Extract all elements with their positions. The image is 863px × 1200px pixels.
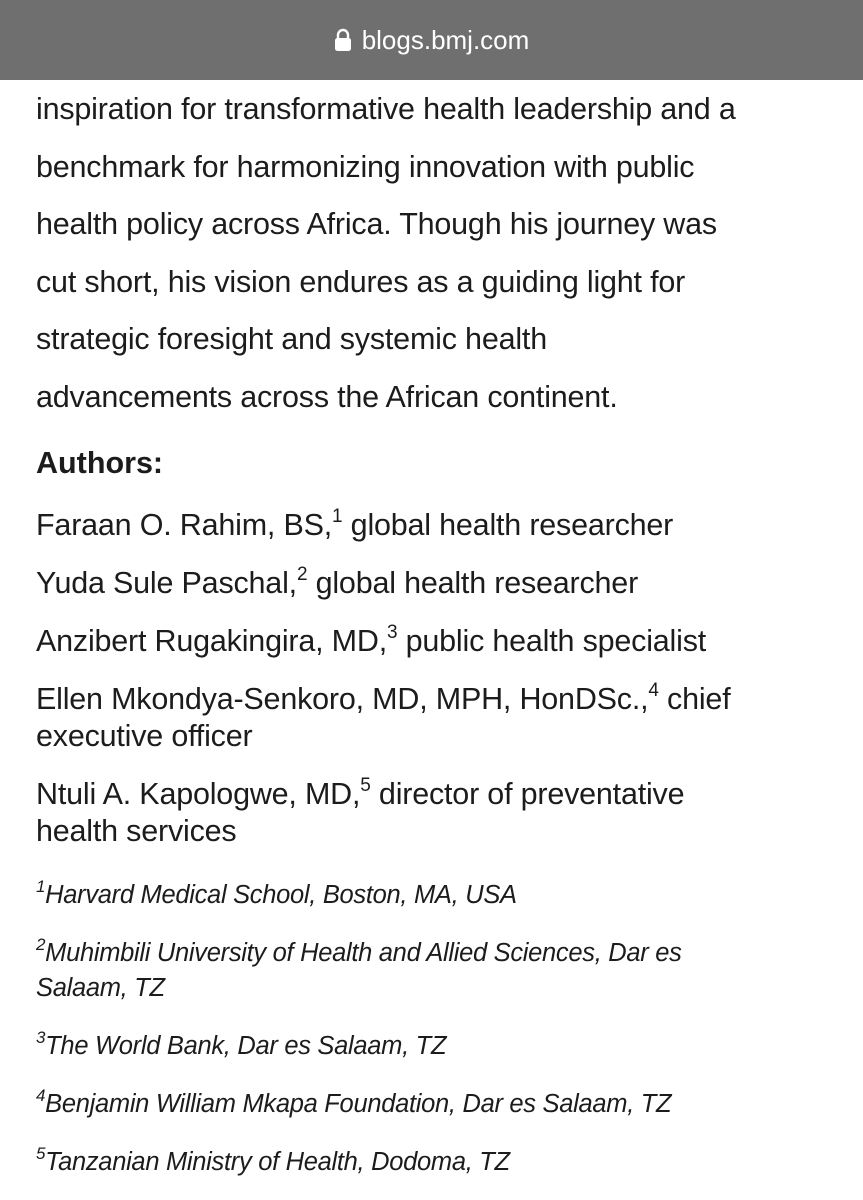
author-role: chief [658, 682, 731, 716]
author-role: global health researcher [307, 566, 639, 600]
affiliation-item [36, 1029, 836, 1064]
affiliation-text: Benjamin William Mkapa Foundation, Dar es Salaam, TZ [45, 1090, 672, 1118]
authors-list [36, 507, 836, 850]
author-ref: 2 [296, 563, 308, 585]
affiliation-item [36, 878, 836, 913]
author-ref: 4 [648, 679, 659, 701]
affiliation-text: Muhimbili University of Health and Allied Sciences, Dar es [45, 939, 682, 967]
author-item [36, 507, 836, 544]
author-name: Ntuli A. Kapologwe, MD, [36, 777, 361, 811]
article-content [36, 80, 836, 1176]
affiliation-ref: 5 [36, 1143, 46, 1163]
url-display[interactable] [334, 25, 530, 56]
author-role-continued: health services [36, 814, 237, 848]
lock-icon [334, 28, 352, 52]
affiliation-item [36, 1145, 836, 1180]
paragraph-line: cut short, his vision endures as a guiding light for [36, 264, 686, 299]
author-role-continued: executive officer [36, 719, 253, 753]
paragraph-line: benchmark for harmonizing innovation with public [36, 149, 695, 184]
affiliation-item [36, 1087, 836, 1122]
author-ref: 1 [332, 505, 343, 527]
paragraph-line: health policy across Africa. Though his journey was [36, 207, 717, 241]
author-name: Yuda Sule Paschal, [36, 566, 297, 600]
author-item [36, 776, 836, 850]
affiliation-item [36, 936, 836, 1006]
author-item [36, 623, 836, 660]
browser-url-bar[interactable] [0, 0, 863, 80]
authors-heading: Authors: [36, 446, 164, 480]
affiliation-ref: 1 [36, 876, 46, 896]
author-role: global health researcher [342, 508, 674, 542]
affiliation-ref: 3 [36, 1027, 46, 1047]
affiliation-ref: 4 [36, 1085, 46, 1105]
author-item [36, 565, 836, 602]
paragraph-line: strategic foresight and systemic health [36, 322, 547, 356]
affiliation-text: Harvard Medical School, Boston, MA, USA [45, 881, 517, 909]
author-role: director of preventative [370, 777, 685, 811]
author-name: Faraan O. Rahim, BS, [36, 508, 333, 542]
paragraph-line: advancements across the African continent. [36, 379, 618, 414]
paragraph-line: inspiration for transformative health leadership and a [36, 92, 736, 126]
affiliation-text: The World Bank, Dar es Salaam, TZ [45, 1032, 447, 1060]
author-item [36, 681, 836, 755]
article-paragraph [36, 80, 836, 426]
affiliations-list [36, 878, 836, 1180]
url-text: blogs.bmj.com [361, 24, 530, 55]
author-ref: 3 [386, 621, 398, 643]
affiliation-text-continued: Salaam, TZ [36, 974, 165, 1002]
author-name: Ellen Mkondya-Senkoro, MD, MPH, HonDSc., [36, 682, 649, 716]
author-role: public health specialist [397, 624, 707, 658]
affiliation-ref: 2 [36, 934, 46, 954]
author-ref: 5 [360, 774, 371, 796]
affiliation-text: Tanzanian Ministry of Health, Dodoma, TZ [45, 1148, 510, 1176]
author-name: Anzibert Rugakingira, MD, [36, 624, 387, 658]
